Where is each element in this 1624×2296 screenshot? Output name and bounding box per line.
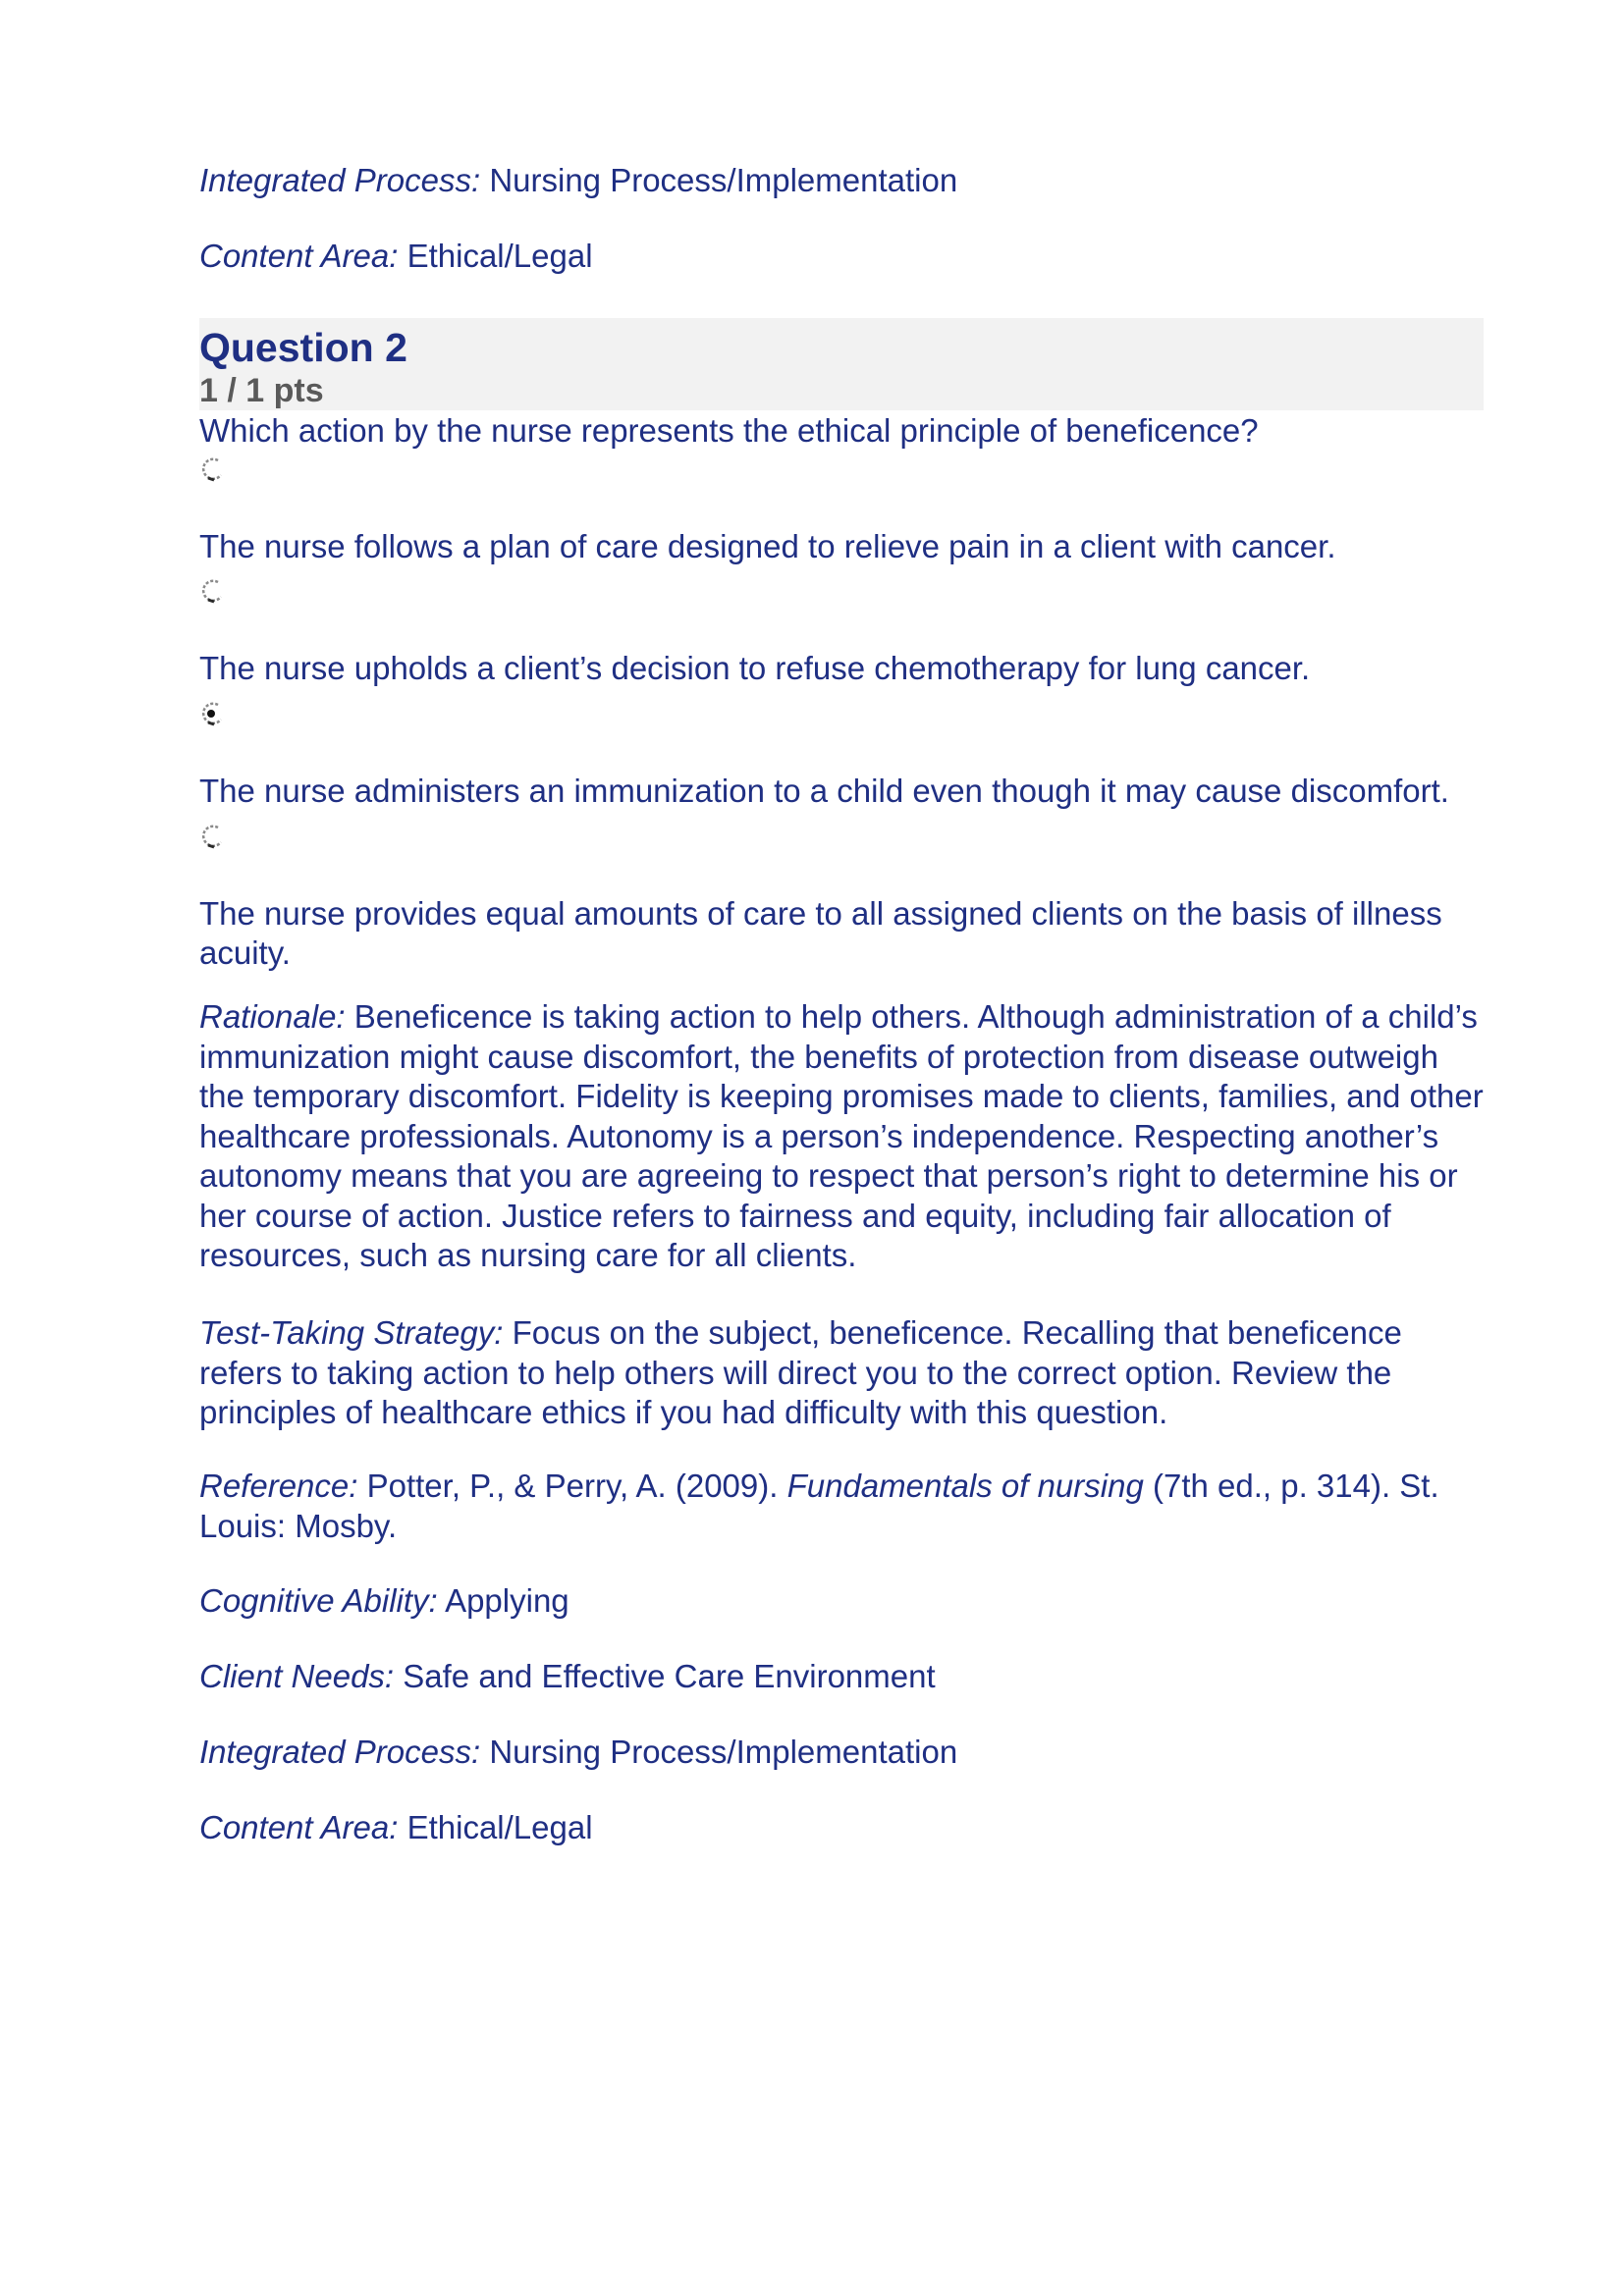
integrated-process-label-bottom: Integrated Process:: [199, 1734, 481, 1770]
reference-book-title: Fundamentals of nursing: [786, 1468, 1144, 1504]
radio-unselected-icon: [199, 824, 225, 849]
option-3-text: The nurse administers an immunization to a child even though it may cause discomfort.: [199, 773, 1449, 809]
integrated-process-value-bottom: Nursing Process/Implementation: [480, 1734, 958, 1770]
option-2-text: The nurse upholds a client’s decision to refuse chemotherapy for lung cancer.: [199, 650, 1311, 686]
question-header: [199, 318, 1484, 410]
option-4-radio[interactable]: [199, 824, 225, 849]
rationale-text: Beneficence is taking action to help others. Although administration of a child’s immunization might cause discomfort, the benefits of protection from disease outweigh the temporary discomfort. Fidelity is keeping promises made to clients, families, and other healthcare professionals. Autonomy is a person’s independence. Respecting another’s autonomy means that you are agreeing to respect that person’s right to determine his or her course of action. Justice refers to fairness and equity, including fair allocation of resources, such as nursing care for all clients.: [199, 998, 1484, 1273]
option-4-text: The nurse provides equal amounts of care to all assigned clients on the basis of illness acuity.: [199, 895, 1442, 971]
reference-text-after: (7th ed., p. 314). St. Louis: Mosby.: [199, 1468, 1439, 1544]
option-3-radio[interactable]: [199, 701, 225, 726]
integrated-process-value: Nursing Process/Implementation: [480, 162, 958, 198]
content-area-line-bottom: [199, 1808, 593, 1847]
content-area-value-bottom: Ethical/Legal: [398, 1809, 593, 1845]
integrated-process-line-bottom: [199, 1733, 957, 1772]
integrated-process-line: [199, 161, 957, 200]
option-1-text: The nurse follows a plan of care designed to relieve pain in a client with cancer.: [199, 528, 1336, 564]
rationale-label: Rationale:: [199, 998, 346, 1035]
strategy-label: Test-Taking Strategy:: [199, 1314, 504, 1351]
radio-selected-icon: [199, 701, 225, 726]
content-area-label: Content Area:: [199, 238, 399, 274]
reference-text-before: Potter, P., & Perry, A. (2009).: [357, 1468, 787, 1504]
content-area-label-bottom: Content Area:: [199, 1809, 399, 1845]
cognitive-ability-value: Applying: [437, 1582, 569, 1619]
question-points: 1 / 1 pts: [199, 372, 324, 409]
radio-unselected-icon: [199, 456, 225, 482]
strategy-text: Focus on the subject, beneficence. Recalling that beneficence refers to taking action to help others will direct you to the correct option. Review the principles of healthcare ethics if you had difficulty with this question.: [199, 1314, 1402, 1430]
rationale-paragraph: [199, 997, 1486, 1276]
cognitive-ability-line: [199, 1581, 569, 1621]
client-needs-label: Client Needs:: [199, 1658, 395, 1694]
reference-paragraph: [199, 1467, 1486, 1546]
cognitive-ability-label: Cognitive Ability:: [199, 1582, 438, 1619]
reference-label: Reference:: [199, 1468, 358, 1504]
client-needs-value: Safe and Effective Care Environment: [394, 1658, 936, 1694]
option-1-radio[interactable]: [199, 456, 225, 482]
client-needs-line: [199, 1657, 936, 1696]
strategy-paragraph: [199, 1313, 1486, 1433]
question-prompt: Which action by the nurse represents the ethical principle of beneficence?: [199, 412, 1259, 449]
content-area-line: [199, 237, 593, 276]
option-2-radio[interactable]: [199, 578, 225, 604]
radio-unselected-icon: [199, 578, 225, 604]
content-area-value: Ethical/Legal: [398, 238, 593, 274]
integrated-process-label: Integrated Process:: [199, 162, 481, 198]
question-title: Question 2: [199, 325, 407, 370]
